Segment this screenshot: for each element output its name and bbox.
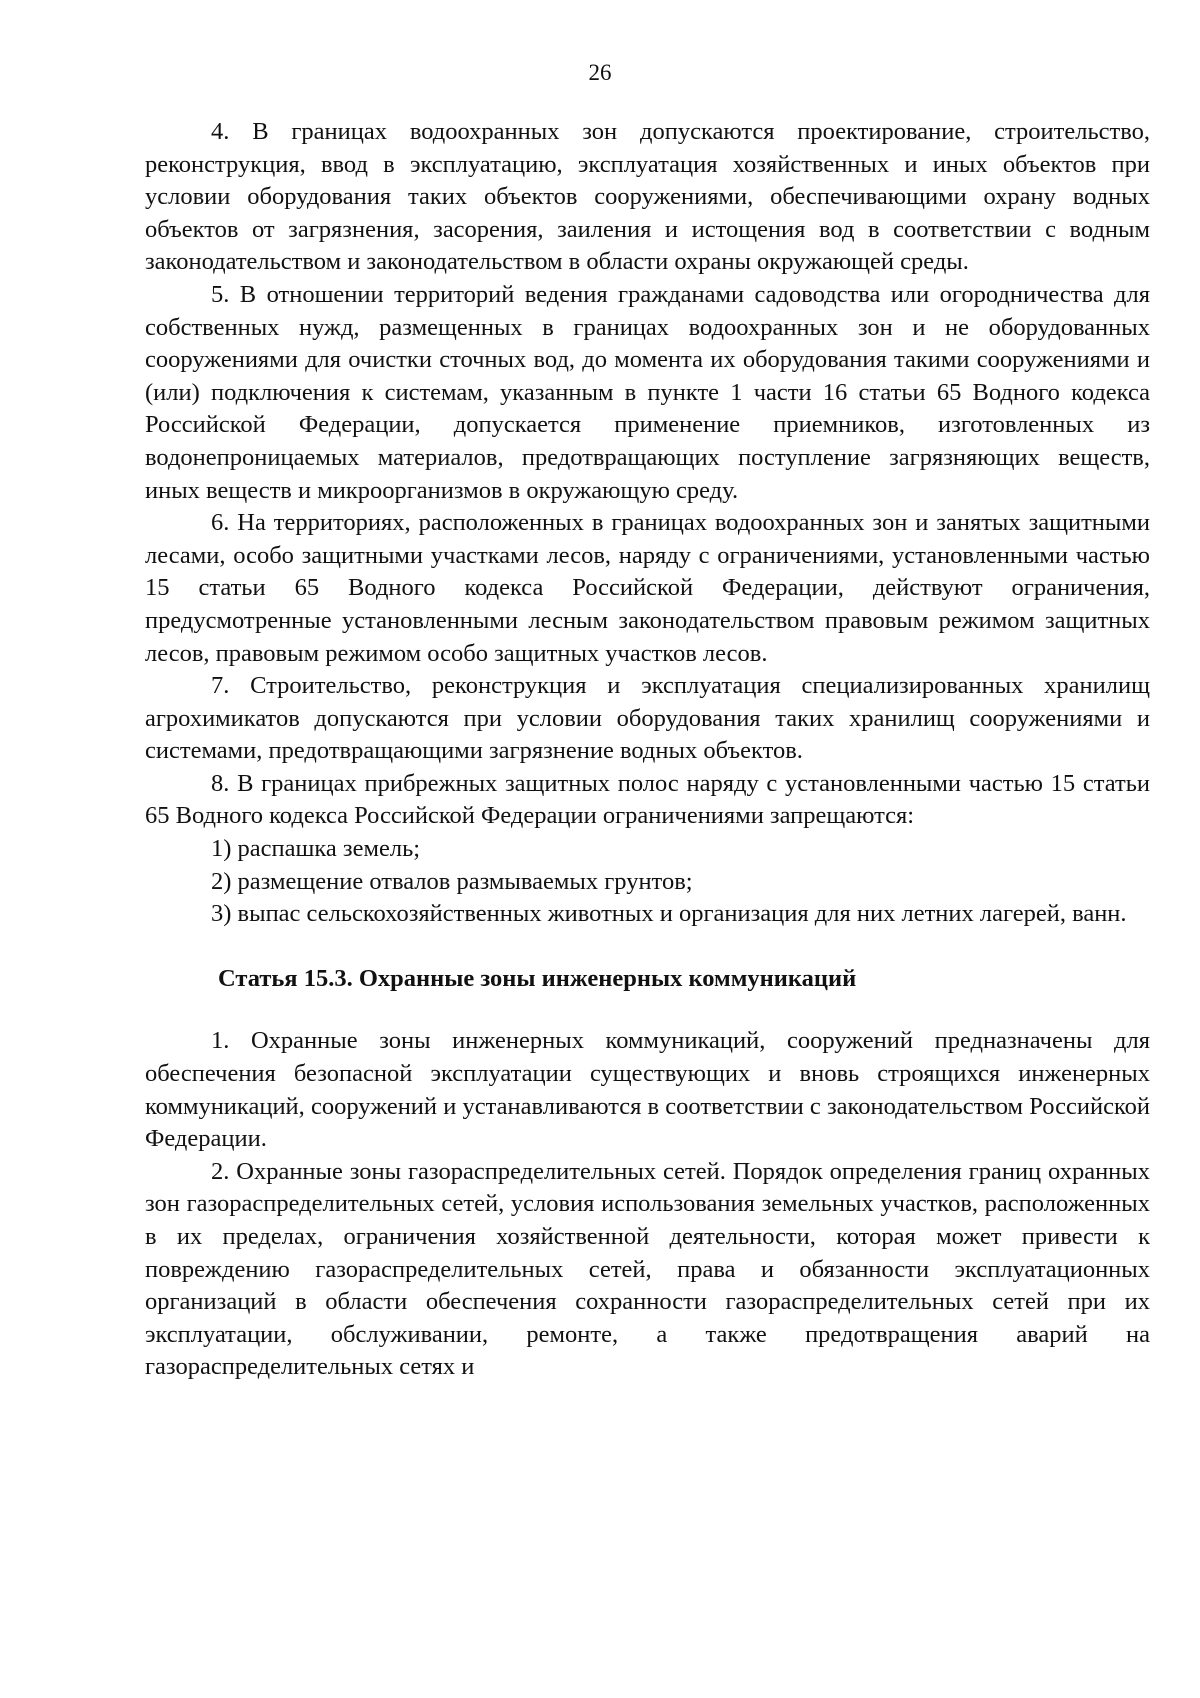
document-body: [145, 116, 1150, 1384]
list-item-3: 3) выпас сельскохозяйственных животных и организация для них летних лагерей, ванн.: [211, 900, 1127, 928]
paragraph-7: 7. Строительство, реконструкция и эксплуатация специализированных хранилищ агрохимикатов допускаются при условии оборудования таких хранилищ сооружениями и системами, предотвращающими загрязнение водных объектов.: [145, 672, 1150, 765]
article-paragraph-2: 2. Охранные зоны газораспределительных сетей. Порядок определения границ охранных зон газораспределительных сетей, условия использования земельных участков, расположенных в их пределах, ограничения хозяйственной деятельности, которая может привести к повреждению газораспределительных сетей, права и обязанности эксплуатационных организаций в области обеспечения сохранности газораспределительных сетей при их эксплуатации, обслуживании, ремонте, а также предотвращения аварий на газораспределительных сетях и: [145, 1157, 1150, 1381]
paragraph-4: 4. В границах водоохранных зон допускаются проектирование, строительство, реконструкция, ввод в эксплуатацию, эксплуатация хозяйственных и иных объектов при условии оборудования таких объектов сооружениями, обеспечивающими охрану водных объектов от загрязнения, засорения, заиления и истощения вод в соответствии с водным законодательством и законодательством в области охраны окружающей среды.: [145, 118, 1150, 276]
list-item-1: 1) распашка земель;: [211, 835, 421, 863]
spacer: [145, 931, 1150, 963]
article-heading: Статья 15.3. Охранные зоны инженерных коммуникаций: [218, 964, 857, 992]
list-item-2: 2) размещение отвалов размываемых грунтов;: [211, 867, 693, 895]
paragraph-6: 6. На территориях, расположенных в границах водоохранных зон и занятых защитными лесами, особо защитными участками лесов, наряду с ограничениями, установленными частью 15 статьи 65 Водного кодекса Российской Федерации, действуют ограничения, предусмотренные установленными лесным законодательством правовым режимом защитных лесов, правовым режимом особо защитных участков лесов.: [145, 509, 1150, 667]
paragraph-5: 5. В отношении территорий ведения гражданами садоводства или огородничества для собственных нужд, размещенных в границах водоохранных зон и не оборудованных сооружениями для очистки сточных вод, до момента их оборудования такими сооружениями и (или) подключения к системам, указанным в пункте 1 части 16 статьи 65 Водного кодекса Российской Федерации, допускается применение приемников, изготовленных из водонепроницаемых материалов, предотвращающих поступление загрязняющих веществ, иных веществ и микроорганизмов в окружающую среду.: [145, 280, 1150, 504]
paragraph-8: 8. В границах прибрежных защитных полос наряду с установленными частью 15 статьи 65 Водного кодекса Российской Федерации ограничениями запрещаются:: [145, 769, 1150, 830]
spacer: [145, 995, 1150, 1025]
article-paragraph-1: 1. Охранные зоны инженерных коммуникаций, сооружений предназначены для обеспечения безопасной эксплуатации существующих и вновь строящихся инженерных коммуникаций, сооружений и устанавливаются в соответствии с законодательством Российской Федерации.: [145, 1027, 1150, 1153]
page-number: 26: [588, 60, 612, 85]
